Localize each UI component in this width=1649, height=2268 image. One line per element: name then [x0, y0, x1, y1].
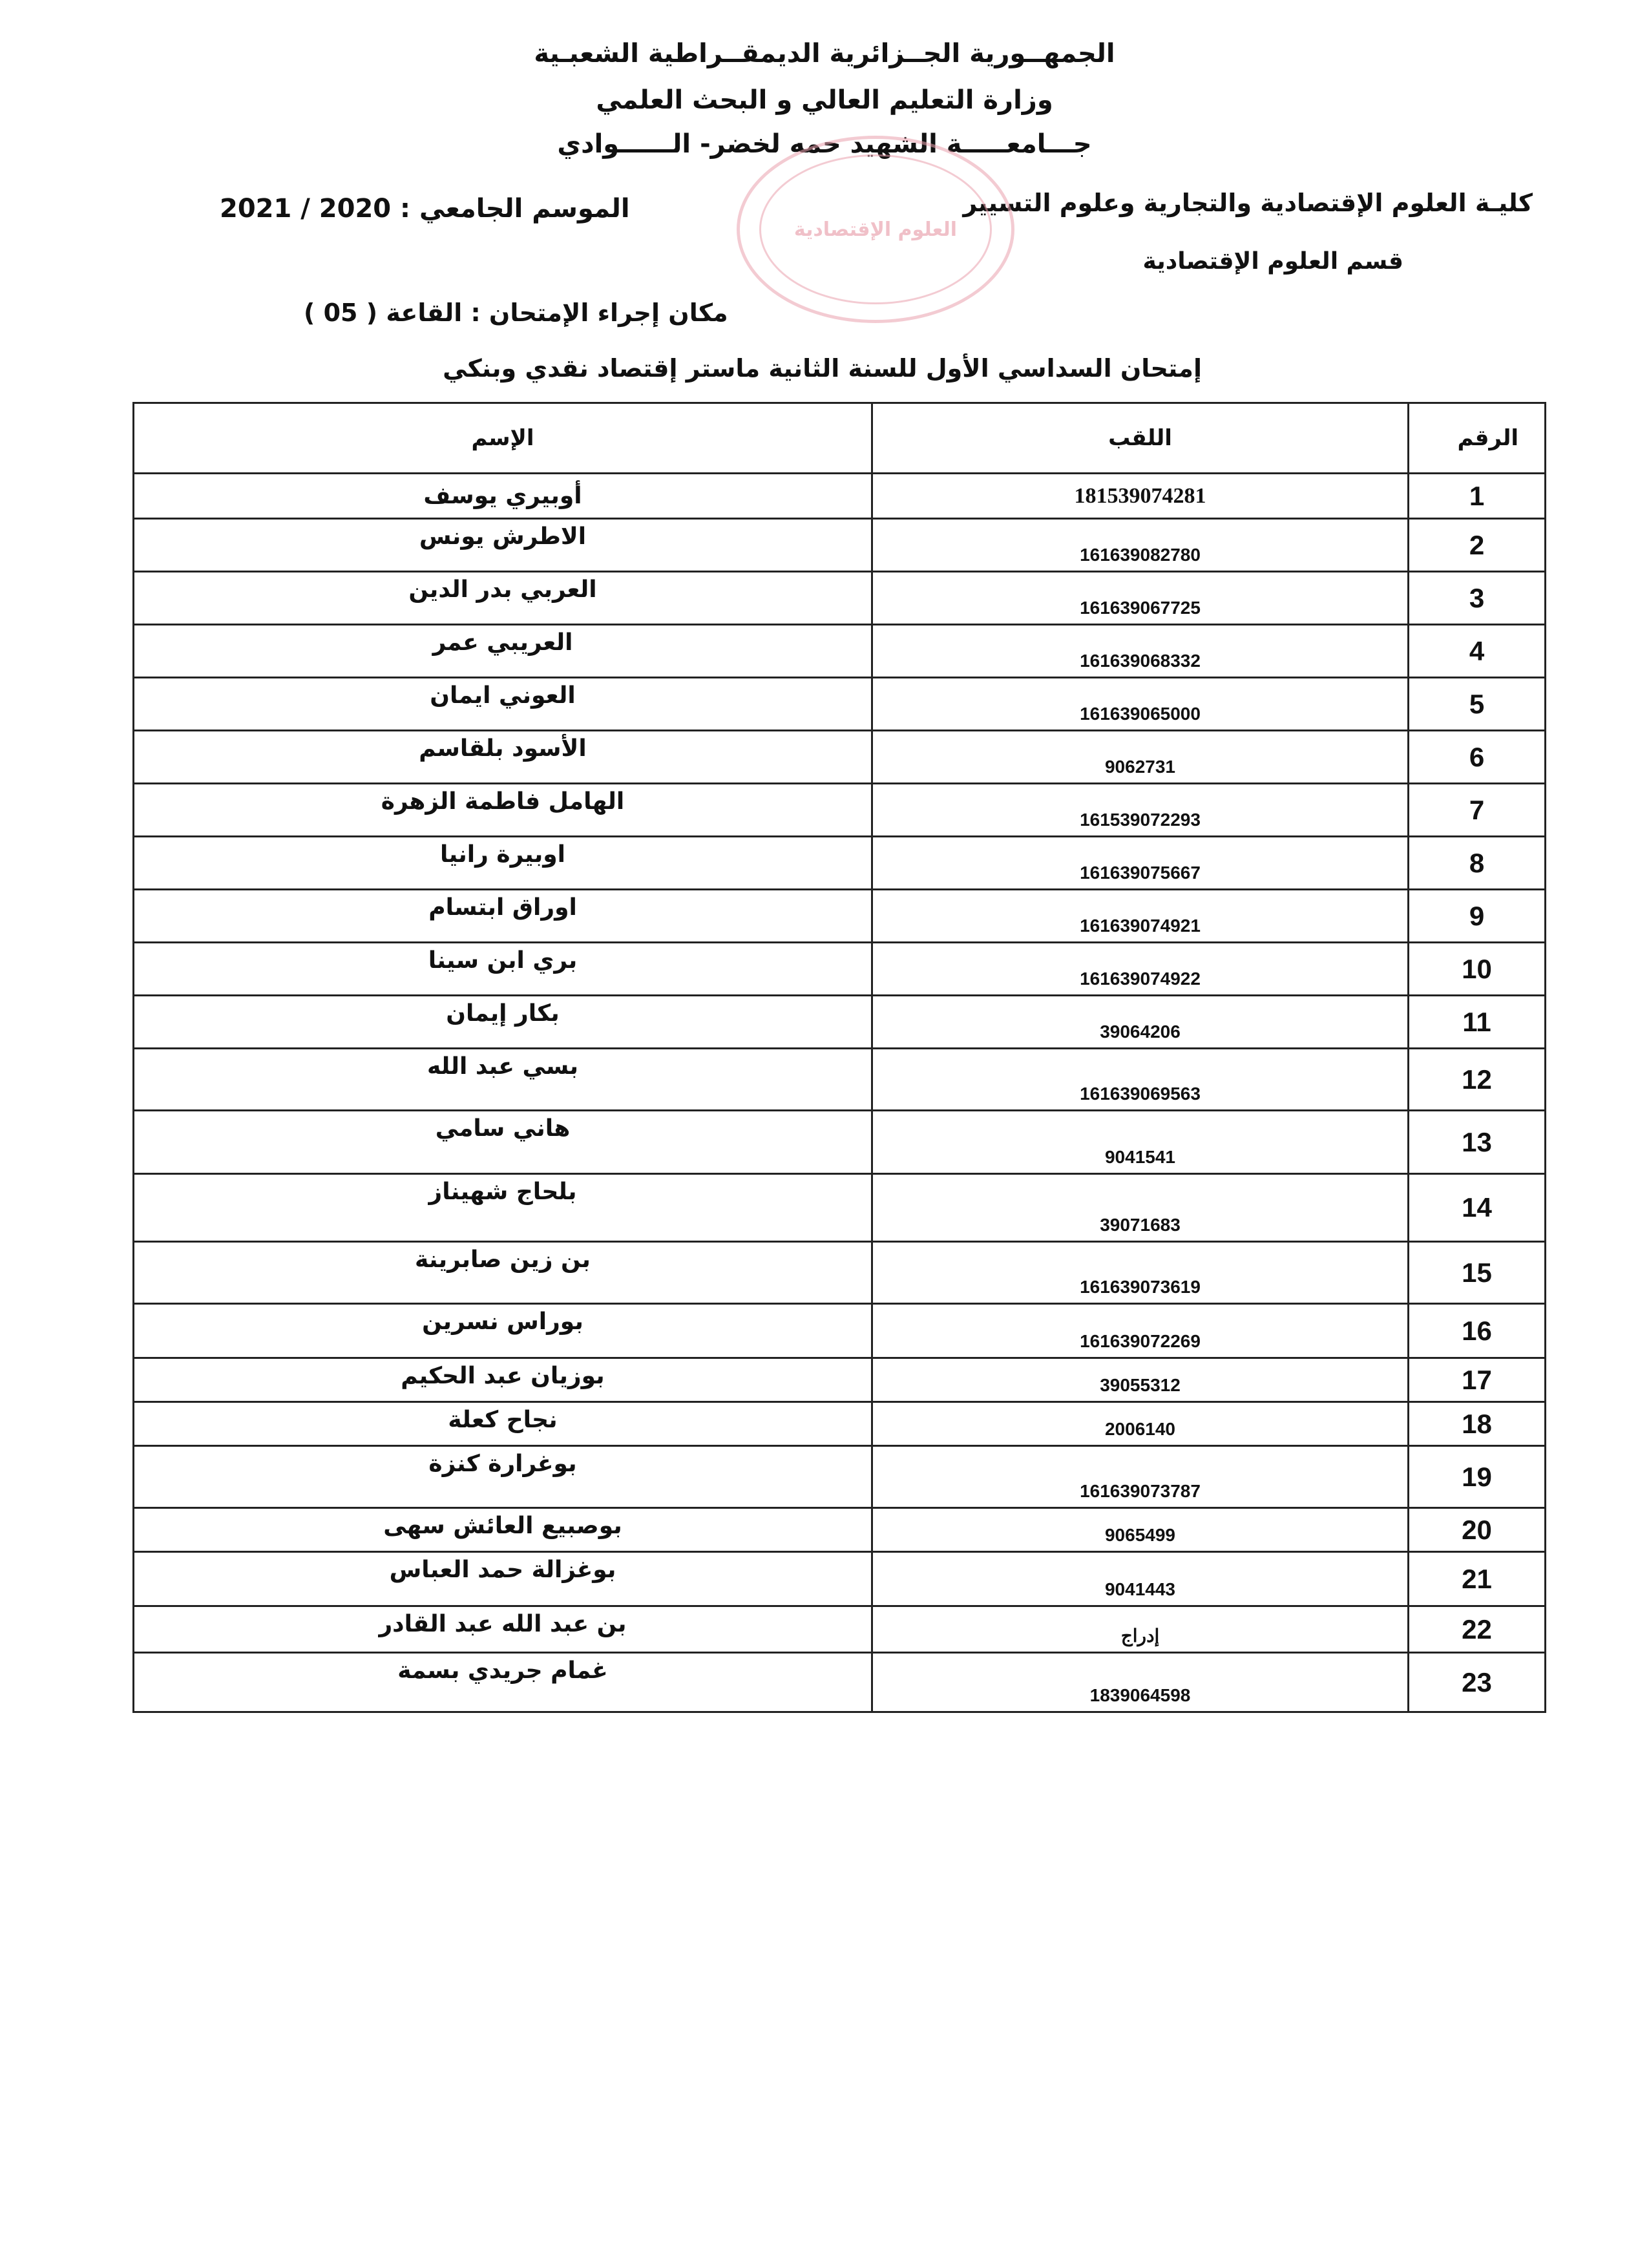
official-stamp [737, 136, 1014, 323]
ministry-heading: وزارة التعليم العالي و البحث العلمي [596, 85, 1053, 115]
exam-title: إمتحان السداسي الأول للسنة الثانية ماستر إقتصاد نقدي وبنكي [443, 354, 1202, 383]
row-name: نجاح كعلة [134, 1402, 872, 1446]
table-row [134, 1508, 1546, 1552]
row-surname-id: 161539072293 [872, 784, 1409, 837]
table-row [134, 1174, 1546, 1242]
row-surname-id: 161639073787 [872, 1446, 1409, 1508]
row-number: 14 [1409, 1174, 1546, 1242]
row-number: 10 [1409, 943, 1546, 996]
row-name: العربي بدر الدين [134, 572, 872, 625]
table-row [134, 731, 1546, 784]
table-row [134, 1049, 1546, 1111]
row-surname-id: 161639073619 [872, 1242, 1409, 1304]
table-row [134, 678, 1546, 731]
students-table [132, 402, 1546, 1713]
row-name: الأسود بلقاسم [134, 731, 872, 784]
table-row [134, 1606, 1546, 1653]
table-row [134, 890, 1546, 943]
row-surname-id: 161639074921 [872, 890, 1409, 943]
row-surname-id: 161639074922 [872, 943, 1409, 996]
row-surname-id: 39055312 [872, 1358, 1409, 1402]
table-row [134, 1304, 1546, 1358]
row-surname-id: 39064206 [872, 996, 1409, 1049]
row-number: 8 [1409, 837, 1546, 890]
number-column-header: الرقم [1409, 403, 1546, 474]
name-column-header: الإسم [134, 403, 872, 474]
row-surname-id: 39071683 [872, 1174, 1409, 1242]
department-heading: قسم العلوم الإقتصادية [1142, 248, 1403, 275]
row-name: بسي عبد الله [134, 1049, 872, 1111]
row-name: بن زين صابرينة [134, 1242, 872, 1304]
row-surname-id: 1839064598 [872, 1653, 1409, 1712]
row-number: 15 [1409, 1242, 1546, 1304]
row-number: 17 [1409, 1358, 1546, 1402]
row-surname-id: 161639067725 [872, 572, 1409, 625]
row-number: 7 [1409, 784, 1546, 837]
table-row [134, 1111, 1546, 1174]
table-body [134, 474, 1546, 1712]
table-row [134, 996, 1546, 1049]
row-surname-id: 161639082780 [872, 519, 1409, 572]
surname-column-header: اللقب [872, 403, 1409, 474]
row-number: 19 [1409, 1446, 1546, 1508]
row-number: 3 [1409, 572, 1546, 625]
table-row [134, 1242, 1546, 1304]
row-surname-id: إدراج [872, 1606, 1409, 1653]
table-row [134, 625, 1546, 678]
row-surname-id: 2006140 [872, 1402, 1409, 1446]
row-name: هاني سامي [134, 1111, 872, 1174]
row-name: بوغزالة حمد العباس [134, 1552, 872, 1606]
row-number: 13 [1409, 1111, 1546, 1174]
row-surname-id: 9062731 [872, 731, 1409, 784]
row-name: الاطرش يونس [134, 519, 872, 572]
row-number: 4 [1409, 625, 1546, 678]
table-row [134, 943, 1546, 996]
row-name: بكار إيمان [134, 996, 872, 1049]
row-surname-id: 161639072269 [872, 1304, 1409, 1358]
row-number: 9 [1409, 890, 1546, 943]
row-name: العوني ايمان [134, 678, 872, 731]
row-name: بوغرارة كنزة [134, 1446, 872, 1508]
row-surname-id: 161639075667 [872, 837, 1409, 890]
table-row [134, 474, 1546, 519]
university-heading: جـــامعـــــة الشهيد حمه لخضر- الــــــوادي [557, 129, 1092, 159]
row-name: بوصبيع العائش سهى [134, 1508, 872, 1552]
exam-place: مكان إجراء الإمتحان : القاعة ( 05 ) [304, 299, 728, 327]
table-row [134, 1653, 1546, 1712]
row-number: 1 [1409, 474, 1546, 519]
row-name: بري ابن سينا [134, 943, 872, 996]
table-header-row [134, 403, 1546, 474]
republic-heading: الجمهــورية الجــزائرية الديمقــراطية الشعبـية [534, 39, 1115, 68]
row-number: 23 [1409, 1653, 1546, 1712]
row-name: الهامل فاطمة الزهرة [134, 784, 872, 837]
row-number: 18 [1409, 1402, 1546, 1446]
table-row [134, 784, 1546, 837]
table-row [134, 1402, 1546, 1446]
row-name: بن عبد الله عبد القادر [134, 1606, 872, 1653]
row-name: أوبيري يوسف [134, 474, 872, 519]
row-surname-id: 9065499 [872, 1508, 1409, 1552]
row-name: اوبيرة رانيا [134, 837, 872, 890]
table-row [134, 837, 1546, 890]
row-surname-id: 9041443 [872, 1552, 1409, 1606]
table-row [134, 572, 1546, 625]
row-surname-id: 161639068332 [872, 625, 1409, 678]
row-name: بوزيان عبد الحكيم [134, 1358, 872, 1402]
row-number: 6 [1409, 731, 1546, 784]
row-number: 20 [1409, 1508, 1546, 1552]
row-surname-id: 9041541 [872, 1111, 1409, 1174]
stamp-text: العلوم الإقتصادية [759, 154, 992, 304]
row-name: غمام جريدي بسمة [134, 1653, 872, 1712]
table-row [134, 1446, 1546, 1508]
faculty-heading: كليـة العلوم الإقتصادية والتجارية وعلوم التسيير [963, 189, 1533, 217]
row-number: 11 [1409, 996, 1546, 1049]
table-row [134, 1358, 1546, 1402]
row-number: 21 [1409, 1552, 1546, 1606]
row-name: العريبي عمر [134, 625, 872, 678]
row-number: 5 [1409, 678, 1546, 731]
table-row [134, 1552, 1546, 1606]
row-surname-id: 161639069563 [872, 1049, 1409, 1111]
row-number: 16 [1409, 1304, 1546, 1358]
row-number: 12 [1409, 1049, 1546, 1111]
row-name: بلحاج شهيناز [134, 1174, 872, 1242]
row-number: 22 [1409, 1606, 1546, 1653]
academic-season: الموسم الجامعي : 2020 / 2021 [220, 194, 630, 224]
row-name: اوراق ابتسام [134, 890, 872, 943]
row-surname-id: 181539074281 [872, 474, 1409, 519]
row-name: بوراس نسرين [134, 1304, 872, 1358]
table-row [134, 519, 1546, 572]
row-number: 2 [1409, 519, 1546, 572]
row-surname-id: 161639065000 [872, 678, 1409, 731]
